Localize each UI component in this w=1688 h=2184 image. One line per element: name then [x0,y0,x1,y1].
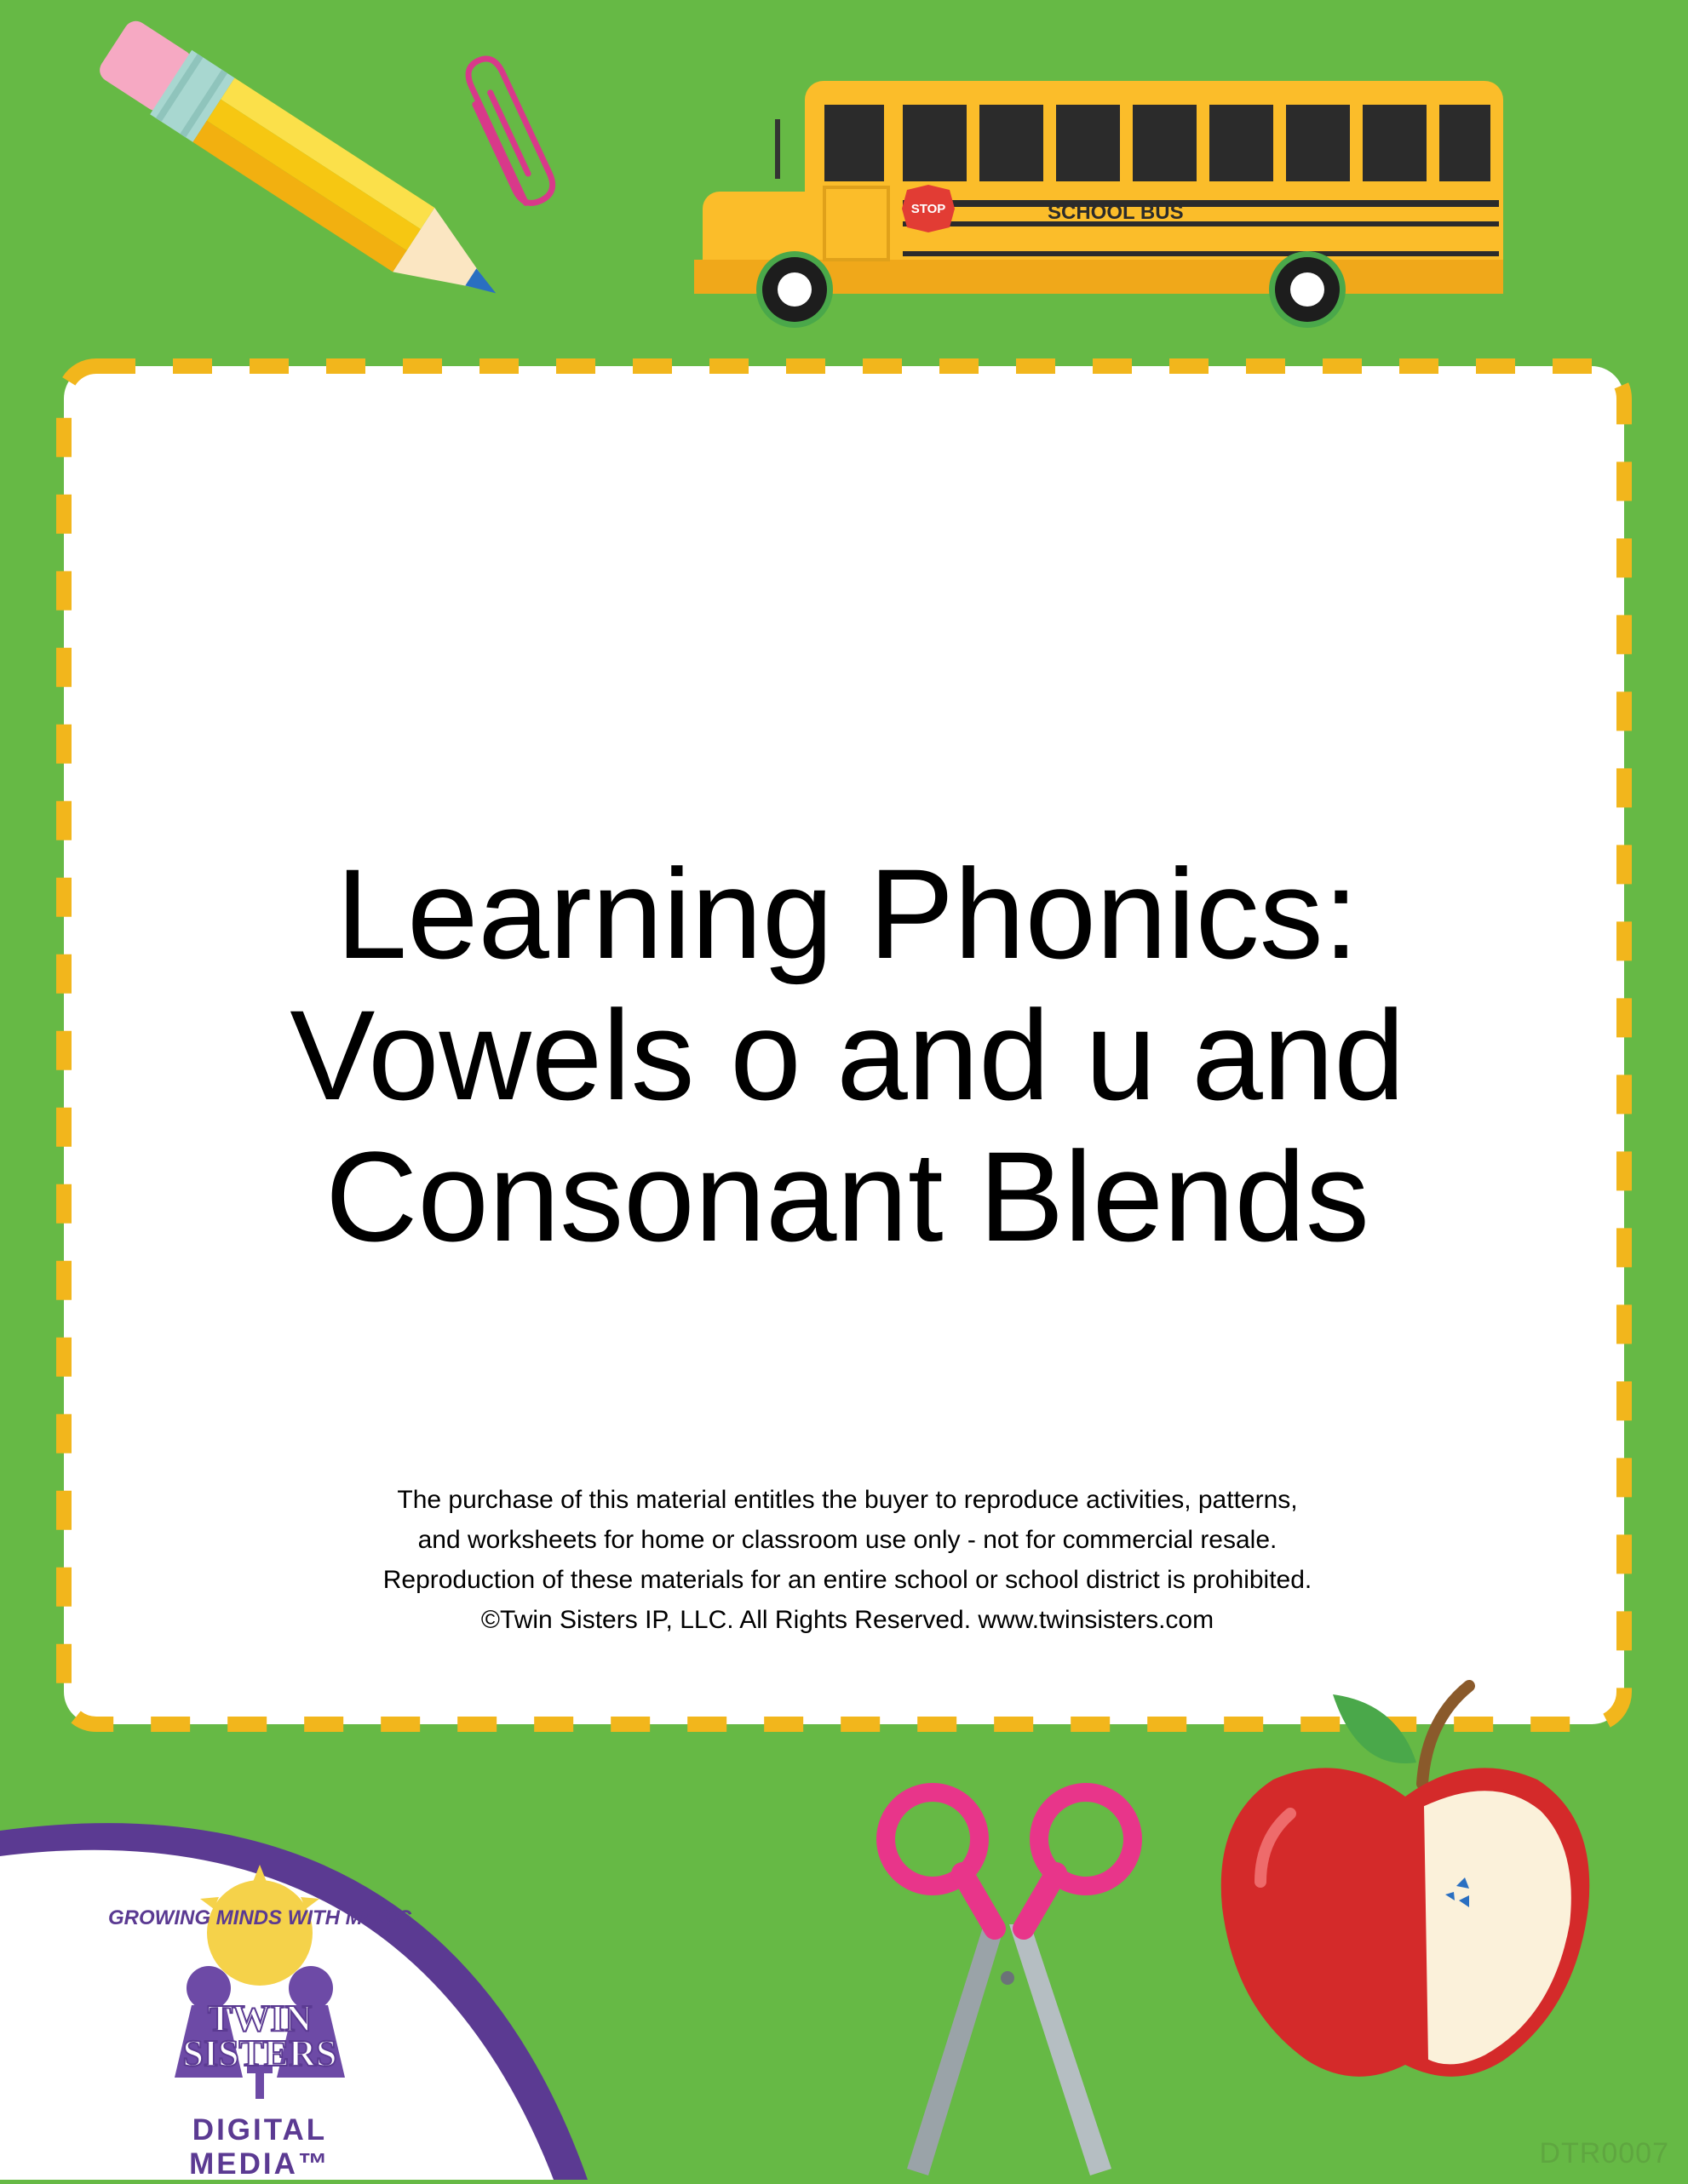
logo-name-line2: SISTERS [182,2032,337,2074]
bus-label: SCHOOL BUS [1048,201,1184,224]
page-title [85,843,1610,1267]
twin-sisters-logo [108,1865,411,2112]
logo-arc-text: GROWING MINDS WITH MUSIC [108,1906,411,1929]
title-line: Consonant Blends [325,1125,1369,1268]
title-line: Learning Phonics: [336,842,1359,985]
title-line: Vowels o and u and [290,983,1405,1126]
legal-line: ©Twin Sisters IP, LLC. All Rights Reserved. www.twinsisters.com [480,1606,1214,1634]
apple-icon [1214,1669,1597,2086]
product-code: DTR0007 [1539,2137,1669,2170]
legal-line: Reproduction of these materials for an entire school or school district is prohibited. [382,1566,1312,1594]
legal-notice [213,1480,1482,1640]
legal-line: and worksheets for home or classroom use only - not for commercial resale. [417,1526,1277,1554]
scissors-icon [869,1775,1150,2184]
brand-tagline: DIGITAL MEDIA™ [189,2113,330,2181]
paperclip-icon [447,43,566,221]
stop-sign-label: STOP [910,202,946,216]
logo-name-line1: TWIN [207,1998,313,2039]
legal-line: The purchase of this material entitles the buyer to reproduce activities, patterns, [397,1486,1298,1514]
